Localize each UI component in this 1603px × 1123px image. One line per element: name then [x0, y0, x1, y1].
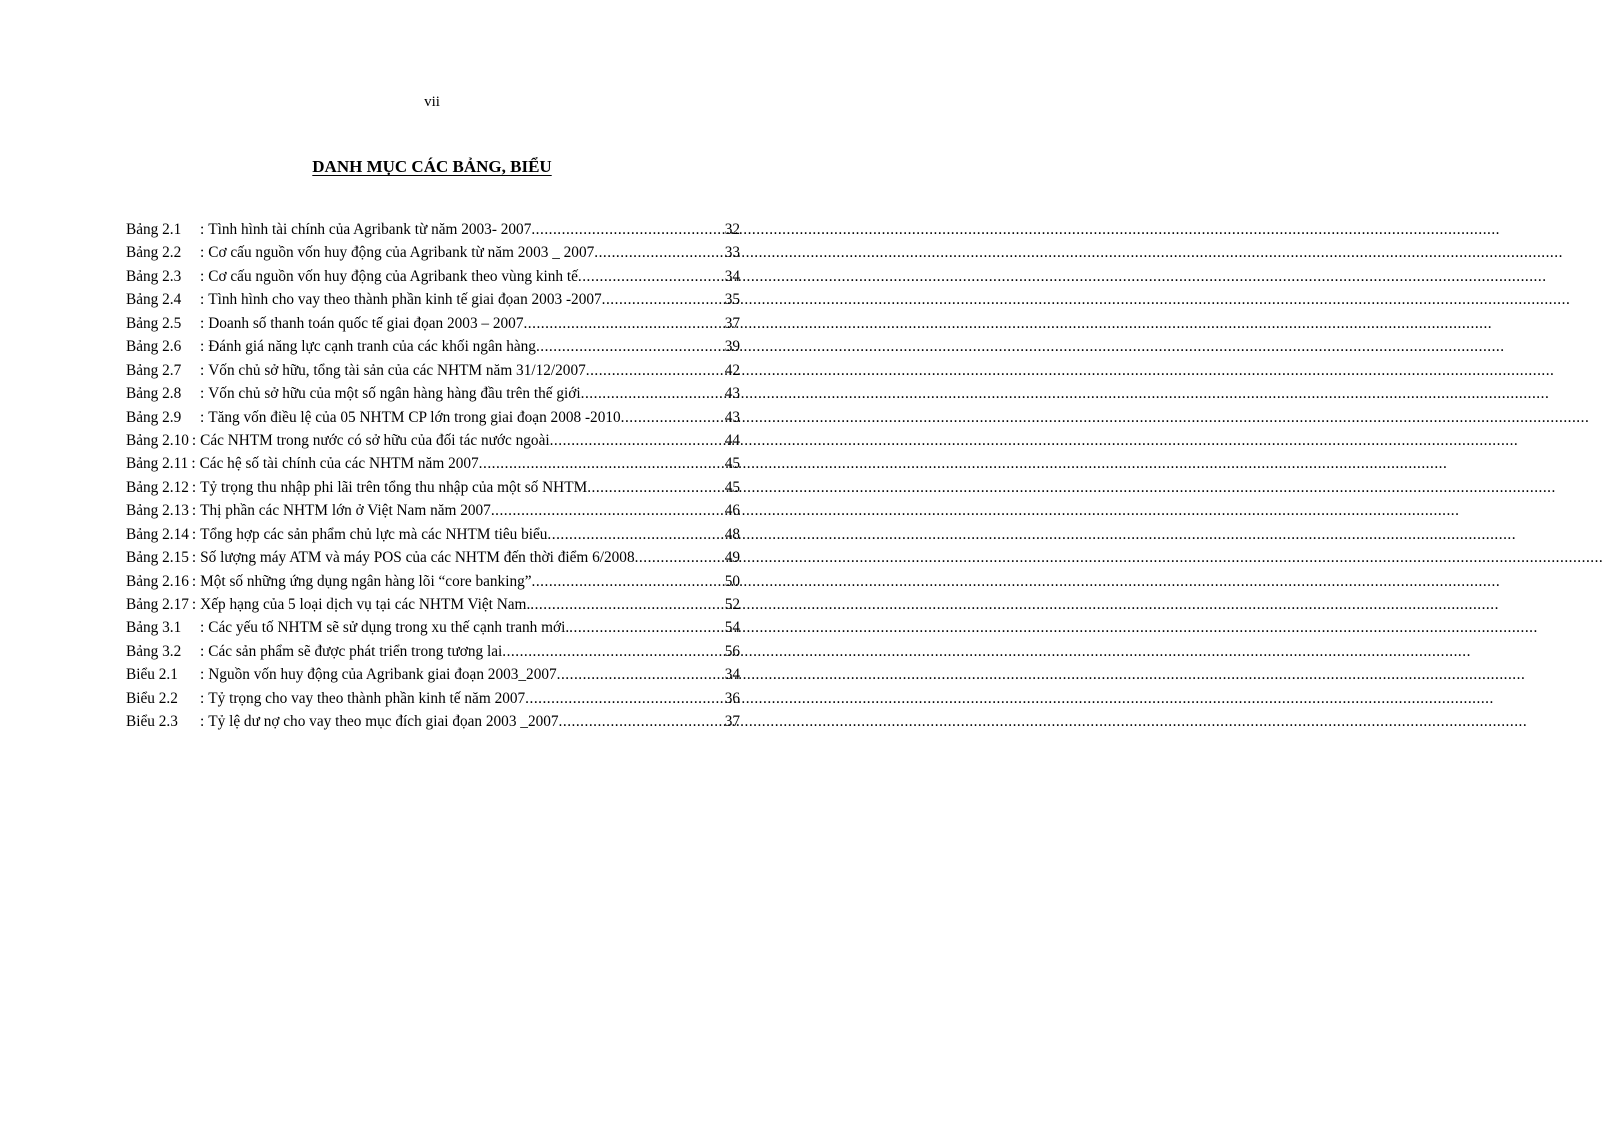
- toc-entry-title: Tình hình cho vay theo thành phần kinh tế giai đọan 2003 -2007: [208, 291, 602, 309]
- toc-entry-separator: :: [200, 666, 205, 684]
- toc-entry-label: Biểu 2.3: [126, 713, 178, 731]
- toc-entry[interactable]: [126, 616, 740, 639]
- toc-entry-dot-leader: [587, 476, 725, 499]
- toc-entry[interactable]: [126, 218, 740, 241]
- toc-entry-title: Thị phần các NHTM lớn ở Việt Nam năm 2007: [200, 502, 491, 520]
- toc-entry-label: Bảng 2.11: [126, 455, 189, 473]
- toc-entry-title: Nguồn vốn huy động của Agribank giai đoạn 2003_2007: [208, 666, 557, 684]
- toc-entry[interactable]: [126, 406, 740, 429]
- toc-entry-separator: :: [200, 291, 205, 309]
- toc-entry-dot-leader: [525, 687, 725, 710]
- toc-entry-label: Bảng 2.3: [126, 267, 182, 285]
- toc-entry-page-number: 52: [724, 596, 740, 613]
- toc-entry[interactable]: [126, 687, 740, 710]
- toc-entry[interactable]: [126, 359, 740, 382]
- toc-entry-page-number: 49: [724, 549, 740, 567]
- toc-entry-label: Biểu 2.1: [126, 666, 178, 684]
- toc-entry-label: Bảng 2.13: [126, 502, 189, 520]
- toc-entry-label: Bảng 2.12: [126, 478, 189, 496]
- toc-entry-title: Vốn chủ sở hữu của một số ngân hàng hàng đầu trên thế giới: [208, 385, 581, 403]
- toc-entry-label: Bảng 2.7: [126, 361, 182, 379]
- toc-entry-title: Tỷ trọng thu nhập phi lãi trên tổng thu nhập của một số NHTM: [200, 478, 588, 496]
- toc-entry-page-number: 35: [724, 291, 740, 309]
- toc-entry-page-number: 46: [724, 502, 740, 520]
- toc-entry-separator: :: [191, 549, 197, 567]
- toc-entry-title: Đánh giá năng lực cạnh tranh của các khối ngân hàng: [208, 338, 536, 356]
- toc-entry-dot-leader: [491, 499, 725, 522]
- toc-entry[interactable]: [126, 710, 740, 733]
- toc-entry-separator: :: [200, 713, 205, 731]
- toc-entry-separator: :: [191, 478, 197, 496]
- toc-entry-title: Số lượng máy ATM và máy POS của các NHTM đến thời điểm 6/2008: [200, 549, 635, 567]
- toc-entry-dot-leader: [550, 429, 725, 452]
- toc-entry-page-number: 48: [724, 525, 740, 543]
- toc-entry-separator: :: [200, 361, 205, 379]
- toc-entry-label: Bảng 2.16: [126, 572, 189, 590]
- toc-entry-separator: :: [200, 221, 205, 238]
- toc-entry-label: Biểu 2.2: [126, 689, 178, 707]
- toc-entry-dot-leader: [586, 359, 725, 382]
- toc-entry-dot-leader: [536, 335, 725, 358]
- page-title: DANH MỤC CÁC BẢNG, BIỂU: [312, 157, 552, 176]
- toc-entry-separator: :: [191, 525, 197, 543]
- toc-entry-separator: :: [191, 431, 197, 449]
- toc-entry[interactable]: [126, 663, 740, 686]
- toc-entry-label: Bảng 3.2: [126, 642, 182, 660]
- toc-entry-label: Bảng 2.10: [126, 431, 189, 449]
- toc-entry[interactable]: [126, 476, 740, 499]
- toc-entry-title: Tỷ lệ dư nợ cho vay theo mục đích giai đọan 2003 _2007: [208, 713, 559, 731]
- toc-entry-dot-leader: [502, 640, 724, 663]
- toc-entry-separator: :: [200, 642, 205, 660]
- toc-entry-separator: :: [200, 338, 205, 356]
- toc-entry-page-number: 54: [724, 619, 740, 637]
- toc-entry-label: Bảng 2.14: [126, 525, 189, 543]
- toc-entry-page-number: 34: [724, 666, 740, 684]
- toc-entry-page-number: 56: [724, 642, 740, 660]
- toc-entry-page-number: 34: [724, 267, 740, 285]
- toc-entry-page-number: 45: [724, 455, 740, 473]
- toc-entry[interactable]: [126, 499, 740, 522]
- toc-entry-dot-leader: [569, 616, 725, 639]
- toc-entry-title: Vốn chủ sở hữu, tổng tài sản của các NHTM năm 31/12/2007: [208, 361, 586, 379]
- toc-entry-label: Bảng 2.5: [126, 314, 182, 332]
- toc-entry-dot-leader: [530, 593, 724, 616]
- toc-entry-label: Bảng 2.4: [126, 291, 182, 309]
- toc-entry-title: Doanh số thanh toán quốc tế giai đọan 2003 – 2007: [208, 314, 524, 332]
- toc-entry-label: Bảng 2.8: [126, 385, 182, 403]
- toc-entry-separator: :: [200, 314, 205, 332]
- toc-entry-title: Tỷ trọng cho vay theo thành phần kinh tế năm 2007: [208, 689, 526, 707]
- toc-entry[interactable]: [126, 452, 740, 475]
- toc-entry-separator: :: [191, 455, 196, 473]
- toc-entry-label: Bảng 3.1: [126, 619, 182, 637]
- toc-entry-separator: :: [191, 502, 197, 520]
- toc-entry-page-number: 45: [724, 478, 740, 496]
- toc-entry-dot-leader: [547, 523, 724, 546]
- toc-entry[interactable]: [126, 241, 740, 264]
- toc-entry-dot-leader: [578, 265, 725, 288]
- toc-entry-label: Bảng 2.6: [126, 338, 182, 356]
- toc-entry-title: Cơ cấu nguồn vốn huy động của Agribank từ năm 2003 _ 2007: [208, 244, 595, 262]
- toc-entry-separator: :: [200, 689, 205, 707]
- toc-entry[interactable]: [126, 382, 740, 405]
- toc-entry-page-number: 37: [724, 314, 740, 332]
- toc-entry-separator: :: [191, 596, 197, 613]
- toc-entry[interactable]: [126, 312, 740, 335]
- toc-entry-dot-leader: [479, 452, 725, 475]
- toc-entry-dot-leader: [531, 218, 724, 241]
- toc-entry-title: Tổng hợp các sản phẩm chủ lực mà các NHTM tiêu biểu: [200, 525, 548, 543]
- toc-entry-label: Bảng 2.9: [126, 408, 182, 426]
- toc-entry-page-number: 42: [724, 361, 740, 379]
- toc-entry-title: Cơ cấu nguồn vốn huy động của Agribank theo vùng kinh tế: [208, 267, 578, 285]
- toc-entry[interactable]: [126, 429, 740, 452]
- toc-entry-separator: :: [200, 619, 205, 637]
- toc-entry-page-number: 43: [724, 385, 740, 403]
- toc-entry-label: Bảng 2.1: [126, 221, 182, 238]
- toc-entry-page-number: 32: [724, 221, 740, 238]
- toc-entry-dot-leader: [621, 406, 725, 429]
- toc-entry-dot-leader: [602, 288, 725, 311]
- toc-entry-label: Bảng 2.17: [126, 596, 189, 613]
- toc-entry-dot-leader: [635, 546, 725, 569]
- toc-entry-separator: :: [191, 572, 197, 590]
- table-of-contents: [126, 218, 740, 734]
- toc-entry-title: Tình hình tài chính của Agribank từ năm 2003- 2007: [208, 221, 532, 238]
- toc-entry-page-number: 50: [724, 572, 740, 590]
- toc-entry-separator: :: [200, 408, 205, 426]
- toc-entry[interactable]: [126, 593, 740, 616]
- toc-entry-page-number: 44: [724, 431, 740, 449]
- toc-entry-dot-leader: [532, 570, 725, 593]
- toc-entry-title: Các sản phẩm sẽ được phát triển trong tương lai: [208, 642, 503, 660]
- toc-entry-separator: :: [200, 244, 205, 262]
- toc-entry-dot-leader: [581, 382, 725, 405]
- toc-entry-title: Các yếu tố NHTM sẽ sử dụng trong xu thế cạnh tranh mới.: [208, 619, 570, 637]
- toc-entry-label: Bảng 2.2: [126, 244, 182, 262]
- toc-entry[interactable]: [126, 546, 740, 569]
- toc-entry-page-number: 43: [724, 408, 740, 426]
- toc-entry-separator: :: [200, 267, 205, 285]
- toc-entry-label: Bảng 2.15: [126, 549, 189, 567]
- toc-entry-title: Một số những ứng dụng ngân hàng lõi “core banking”: [200, 572, 532, 590]
- page-number: vii: [424, 94, 440, 110]
- toc-entry-page-number: 39: [724, 338, 740, 356]
- toc-entry-title: Các hệ số tài chính của các NHTM năm 2007: [199, 455, 479, 473]
- toc-entry-dot-leader: [594, 241, 724, 264]
- toc-entry[interactable]: [126, 570, 740, 593]
- toc-entry-title: Các NHTM trong nước có sở hữu của đối tác nước ngoài: [200, 431, 550, 449]
- toc-entry[interactable]: [126, 640, 740, 663]
- toc-entry-title: Tăng vốn điều lệ của 05 NHTM CP lớn trong giai đoạn 2008 -2010: [208, 408, 621, 426]
- toc-entry-title: Xếp hạng của 5 loại dịch vụ tại các NHTM Việt Nam.: [200, 596, 531, 613]
- toc-entry[interactable]: [126, 288, 740, 311]
- toc-entry[interactable]: [126, 265, 740, 288]
- toc-entry[interactable]: [126, 335, 740, 358]
- toc-entry-dot-leader: [559, 710, 725, 733]
- toc-entry-page-number: 37: [724, 713, 740, 731]
- toc-entry-separator: :: [200, 385, 205, 403]
- toc-entry-page-number: 36: [724, 689, 740, 707]
- toc-entry-page-number: 33: [724, 244, 740, 262]
- toc-entry-dot-leader: [523, 312, 724, 335]
- toc-entry-dot-leader: [557, 663, 725, 686]
- toc-entry[interactable]: [126, 523, 740, 546]
